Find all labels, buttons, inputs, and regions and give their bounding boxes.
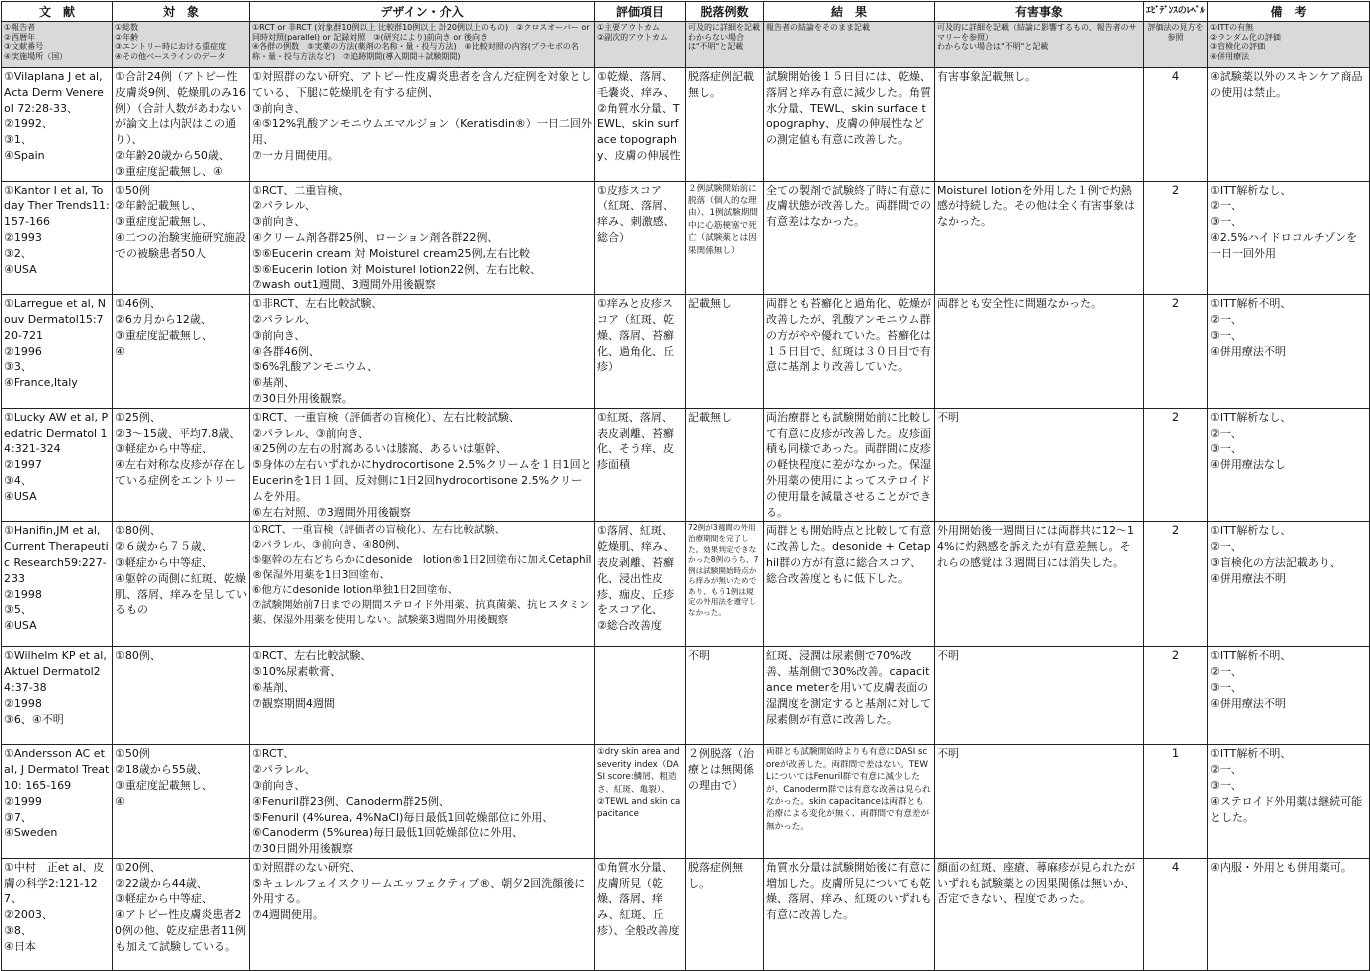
subheader-level: 評価法の見方を参照 — [1144, 22, 1208, 68]
cell-dropout: 脱落症例記載無し。 — [686, 68, 764, 182]
subheader-dropout: 可及的に詳細を記載 わからない場合は"不明"と記載 — [686, 22, 764, 68]
cell-reference: ①Larregue et al, Nouv Dermatol15:720-721 ②1996 ③3、 ④France,Italy — [2, 295, 113, 409]
cell-dropout: 記載無し — [686, 408, 764, 522]
cell-reference: ①Lucky AW et al, Pedatric Dermatol 14:321-324 ②1997 ③4、 ④USA — [2, 408, 113, 522]
cell-subject: ①46例、 ②6カ月から12歳、 ③重症度記載無し、 ④ — [113, 295, 250, 409]
header-adverse: 有害事象 — [935, 2, 1144, 22]
cell-subject: ①80例、 — [113, 647, 250, 745]
cell-notes: ①ITT解析不明、 ②一、 ③一、 ④併用療法不明 — [1208, 647, 1370, 745]
cell-result: 試験開始後１５日目には、乾燥、落屑と痒み有意に減少した。角質水分量、TEWL、skin surface topography、皮膚の伸展性などの測定値も有意に改善した。 — [764, 68, 935, 182]
cell-notes: ④試験薬以外のスキンケア商品の使用は禁止。 — [1208, 68, 1370, 182]
cell-design: ①非RCT、左右比較試験、 ②パラレル、 ③前向き、 ④各群46例、 ⑤6%乳酸アンモニウム、 ⑥基剤、 ⑦30日外用後観察。 — [250, 295, 595, 409]
header-eval: 評価項目 — [595, 2, 686, 22]
cell-adverse: 不明 — [935, 647, 1144, 745]
cell-design: ①対照群のない研究、アトピー性皮膚炎患者を含んだ症例を対象としている、下腿に乾燥肌を有する症例、 ③前向き、 ④⑤12%乳酸アンモニウムエマルジョン（Keratisdin®）一日二回外用、 ⑦一カ月間使用。 — [250, 68, 595, 182]
cell-adverse: 外用開始後一週間目には両群共に12〜14%に灼熱感を訴えたが有意差無し。それらの感覚は３週間目には消失した。 — [935, 522, 1144, 647]
table-row — [2, 68, 1370, 182]
cell-subject: ①20例、 ②22歳から44歳、 ③軽症から中等症、 ④アトピー性皮膚炎患者20例の他、乾皮症患者11例も加えて試験している。 — [113, 858, 250, 970]
cell-dropout: 不明 — [686, 647, 764, 745]
subheader-eval: ①主要アウトカム ②副次的アウトカム — [595, 22, 686, 68]
cell-adverse: 両群とも安全性に問題なかった。 — [935, 295, 1144, 409]
table-row — [2, 647, 1370, 745]
cell-reference: ①Andersson AC et al, J Dermatol Treat10: 165-169 ②1999 ③7、 ④Sweden — [2, 745, 113, 859]
cell-result: 両群とも試験開始時よりも有意にDASI scoreが改善した。両群間で差はない。TEWLについてはFenuril群で有意に減少したが、Canoderm群では有意な改善は見られなかった。skin capacitanceは両群とも治療による変化が無く、両群間で有意差が無かった。 — [764, 745, 935, 859]
subheader-adverse: 可及的に詳細を記載（結論に影響するもの、報告者のサマリーを参照） わからない場合は"不明"と記載 — [935, 22, 1144, 68]
header-row — [2, 2, 1370, 22]
cell-subject: ①25例、 ②3〜15歳、平均7.8歳、 ③軽症から中等症、 ④左右対称な皮疹が存在している症例をエントリー — [113, 408, 250, 522]
table-row — [2, 408, 1370, 522]
cell-dropout: ２例試験開始前に脱落（個人的な理由）、1例試験期間中に心筋梗塞で死亡（試験薬とは因果関係無し） — [686, 181, 764, 295]
table-row — [2, 295, 1370, 409]
cell-reference: ①中村 正et al、皮膚の科学2:121-127、 ②2003、 ③8、 ④日本 — [2, 858, 113, 970]
cell-design: ①対照群のない研究、 ⑤キュレルフェイスクリームエッフェクティブ®、朝夕2回洗顔後に外用する。 ⑦4週間使用。 — [250, 858, 595, 970]
cell-level: 2 — [1144, 522, 1208, 647]
cell-adverse: Moisturel lotionを外用した１例で灼熱感が持続した。その他は全く有害事象はなかった。 — [935, 181, 1144, 295]
cell-eval: ①痒みと皮疹スコア（紅斑、乾燥、落屑、苔癬化、過角化、丘疹） — [595, 295, 686, 409]
evidence-table — [1, 1, 1370, 971]
cell-adverse: 有害事象記載無し。 — [935, 68, 1144, 182]
cell-design: ①RCT、一重盲検（評価者の盲検化）、左右比較試験、 ②パラレル、③前向き、 ④25例の左右の肘窩あるいは膝窩、あるいは躯幹、 ⑤身体の左右いずれかにhydrocortisone 2.5%クリームを１日1回とEucerinを1日１回、反対側に1日2回hydrocortisone 2.5%クリームを外用。 ⑥左右対照、⑦3週間外用後観察 — [250, 408, 595, 522]
cell-subject: ①50例 ②18歳から55歳、 ③重症度記載無し、 ④ — [113, 745, 250, 859]
header-reference: 文 献 — [2, 2, 113, 22]
cell-subject: ①50例 ②年齢記載無し、 ③重症度記載無し、 ④二つの治験実施研究施設での被験患者50人 — [113, 181, 250, 295]
cell-eval — [595, 647, 686, 745]
subheader-notes: ①ITTの有無 ②ランダム化の評価 ③盲検化の評価 ④併用療法 — [1208, 22, 1370, 68]
cell-adverse: 不明 — [935, 745, 1144, 859]
cell-level: 2 — [1144, 408, 1208, 522]
cell-reference: ①Vilaplana J et al, Acta Derm Venereol 72:28-33、 ②1992、 ③1、 ④Spain — [2, 68, 113, 182]
cell-eval: ①乾燥、落屑、毛嚢炎、痒み、 ②角質水分量、TEWL、skin surface topography、皮膚の伸展性 — [595, 68, 686, 182]
subheader-design: ①RCT or 非RCT (対象群10例以上 比較群10例以上 計20例以上のもの) ②クロスオーバー or 同時対照(parallel) or 記録対照 ③(研究により)前向き or 後向き ④各群の例数 ⑤実薬の方法(薬剤の名称・量・投与方法) ⑥比較対照の内容(プラセボの名称・量・投与方法など) ⑦追跡期間(導入期間＋試験期間) — [250, 22, 595, 68]
cell-reference: ①Kantor I et al, Today Ther Trends11:157-166 ②1993 ③2、 ④USA — [2, 181, 113, 295]
cell-dropout: 72例が3週間の外用治療期間を完了した。効果判定できなかった8例のうち、7例は試験開始時点から痒みが無いためであり、もう1例は規定の外用法を遵守しなかった。 — [686, 522, 764, 647]
cell-eval: ①角質水分量、皮膚所見（乾燥、落屑、痒み、紅斑、丘疹）、全般改善度 — [595, 858, 686, 970]
cell-adverse: 顔面の紅斑、座瘡、蕁麻疹が見られたがいずれも試験薬との因果関係は無いか、否定できない、程度であった。 — [935, 858, 1144, 970]
cell-result: 両群とも開始時点と比較して有意に改善した。desonide + Cetaphil群の方が有意に総合スコア、総合改善度ともに低下した。 — [764, 522, 935, 647]
cell-eval: ①落屑、紅斑、乾燥肌、痒み、表皮剥離、苔癬化、浸出性皮疹、痂皮、丘疹をスコア化、 ②総合改善度 — [595, 522, 686, 647]
header-result: 結 果 — [764, 2, 935, 22]
cell-result: 全ての製剤で試験終了時に有意に皮膚状態が改善した。両群間での有意差はなかった。 — [764, 181, 935, 295]
cell-result: 紅斑、浸潤は尿素側で70%改善、基剤側で30%改善。capacitance meterを用いて皮膚表面の湿潤度を測定すると基剤に対して尿素側が有意に改善した。 — [764, 647, 935, 745]
cell-dropout: 記載無し — [686, 295, 764, 409]
cell-level: 2 — [1144, 647, 1208, 745]
cell-notes: ④内服・外用とも併用薬可。 — [1208, 858, 1370, 970]
cell-design: ①RCT、 ②パラレル、 ③前向き、 ④Fenuril群23例、Canoderm群25例、 ⑤Fenuril (4%urea, 4%NaCl)毎日最低1回乾燥部位に外用、 ⑥Canoderm (5%urea)毎日最低1回乾燥部位に外用、 ⑦30日間外用後観察 — [250, 745, 595, 859]
table-row — [2, 181, 1370, 295]
cell-eval: ①皮疹スコア（紅斑、落屑、痒み、刺激感、総合） — [595, 181, 686, 295]
cell-result: 両群とも苔癬化と過角化、乾燥が改善したが、乳酸アンモニウム群の方がやや優れていた。苔癬化は１５日目で、紅斑は３０日目で有意に基剤より改善していた。 — [764, 295, 935, 409]
cell-adverse: 不明 — [935, 408, 1144, 522]
cell-level: 2 — [1144, 295, 1208, 409]
cell-reference: ①Wilhelm KP et al, Aktuel Dermatol24:37-38 ②1998 ③6、④不明 — [2, 647, 113, 745]
cell-design: ①RCT、一重盲検（評価者の盲検化）、左右比較試験、 ②パラレル、③前向き、④80例、 ⑤躯幹の左右どちらかにdesonide lotion®1日2回塗布に加えCetaphil®保湿外用薬を1日3回塗布、 ⑥他方にdesonide lotion単独1日2回塗布、 ⑦試験開始前7日までの期間ステロイド外用薬、抗真菌薬、抗ヒスタミン薬、保湿外用薬を使用しない。試験薬3週間外用後観察 — [250, 522, 595, 647]
table-row — [2, 522, 1370, 647]
table-row — [2, 858, 1370, 970]
cell-level: 1 — [1144, 745, 1208, 859]
subheader-reference: ①報告者 ②西暦年 ③文献番号 ④実施場所（国） — [2, 22, 113, 68]
cell-eval: ①dry skin area and severity index（DASI score:鱗屑、粗造さ、紅斑、亀裂）、 ②TEWL and skin capacitance — [595, 745, 686, 859]
cell-level: 4 — [1144, 858, 1208, 970]
subheader-subject: ①総数 ②年齢 ③エントリー時における重症度 ④その他ベースラインのデータ — [113, 22, 250, 68]
header-dropout: 脱落例数 — [686, 2, 764, 22]
table-row — [2, 745, 1370, 859]
header-level: ｴﾋﾞﾃﾞﾝｽのﾚﾍﾞﾙ — [1144, 2, 1208, 22]
cell-level: 2 — [1144, 181, 1208, 295]
cell-notes: ①ITT解析なし、 ②一、 ③盲検化の方法記載あり、 ④併用療法不明 — [1208, 522, 1370, 647]
cell-notes: ①ITT解析不明、 ②一、 ③一、 ④併用療法不明 — [1208, 295, 1370, 409]
cell-subject: ①80例、 ②６歳から７５歳、 ③軽症から中等症、 ④躯幹の両側に紅斑、乾燥肌、落屑、痒みを呈しているもの — [113, 522, 250, 647]
cell-subject: ①合計24例（アトピー性皮膚炎9例、乾燥肌のみ16例）（合計人数があわないが論文上は内訳はこの通り）、 ②年齢20歳から50歳、 ③重症度記載無し、④ — [113, 68, 250, 182]
cell-dropout: 脱落症例無し。 — [686, 858, 764, 970]
cell-notes: ①ITT解析なし、 ②一、 ③一、 ④併用療法なし — [1208, 408, 1370, 522]
cell-design: ①RCT、左右比較試験、 ⑤10%尿素軟膏、 ⑥基剤、 ⑦観察期間4週間 — [250, 647, 595, 745]
cell-eval: ①紅斑、落屑、表皮剥離、苔癬化、そう痒、皮疹面積 — [595, 408, 686, 522]
cell-result: 両治療群とも試験開始前に比較して有意に皮疹が改善した。皮疹面積も同様であった。両群間に皮疹の軽快程度に差がなかった。保湿外用薬の使用によってステロイドの使用量を減量させることができる。 — [764, 408, 935, 522]
cell-design: ①RCT、二重盲検、 ②パラレル、 ③前向き、 ④クリーム剤各群25例、ローション剤各群22例、 ⑤⑥Eucerin cream 対 Moisturel cream25例,左右比較 ⑤⑥Eucerin lotion 対 Moisturel lotion22例、左右比較、 ⑦wash out1週間、3週間外用後観察 — [250, 181, 595, 295]
cell-dropout: ２例脱落（治療とは無関係の理由で） — [686, 745, 764, 859]
cell-reference: ①Hanifin,JM et al, Current Therapeutic Research59:227-233 ②1998 ③5、 ④USA — [2, 522, 113, 647]
header-subject: 対 象 — [113, 2, 250, 22]
cell-notes: ①ITT解析不明、 ②一、 ③一、 ④ステロイド外用薬は継続可能とした。 — [1208, 745, 1370, 859]
header-design: デザイン・介入 — [250, 2, 595, 22]
cell-result: 角質水分量は試験開始後に有意に増加した。皮膚所見についても乾燥、落屑、痒み、紅斑のいずれも有意に改善した。 — [764, 858, 935, 970]
cell-notes: ①ITT解析なし、 ②一、 ③一、 ④2.5%ハイドロコルチゾンを一日一回外用 — [1208, 181, 1370, 295]
cell-level: 4 — [1144, 68, 1208, 182]
subheader-row — [2, 22, 1370, 68]
header-notes: 備 考 — [1208, 2, 1370, 22]
subheader-result: 報告者の結論をそのまま記載 — [764, 22, 935, 68]
